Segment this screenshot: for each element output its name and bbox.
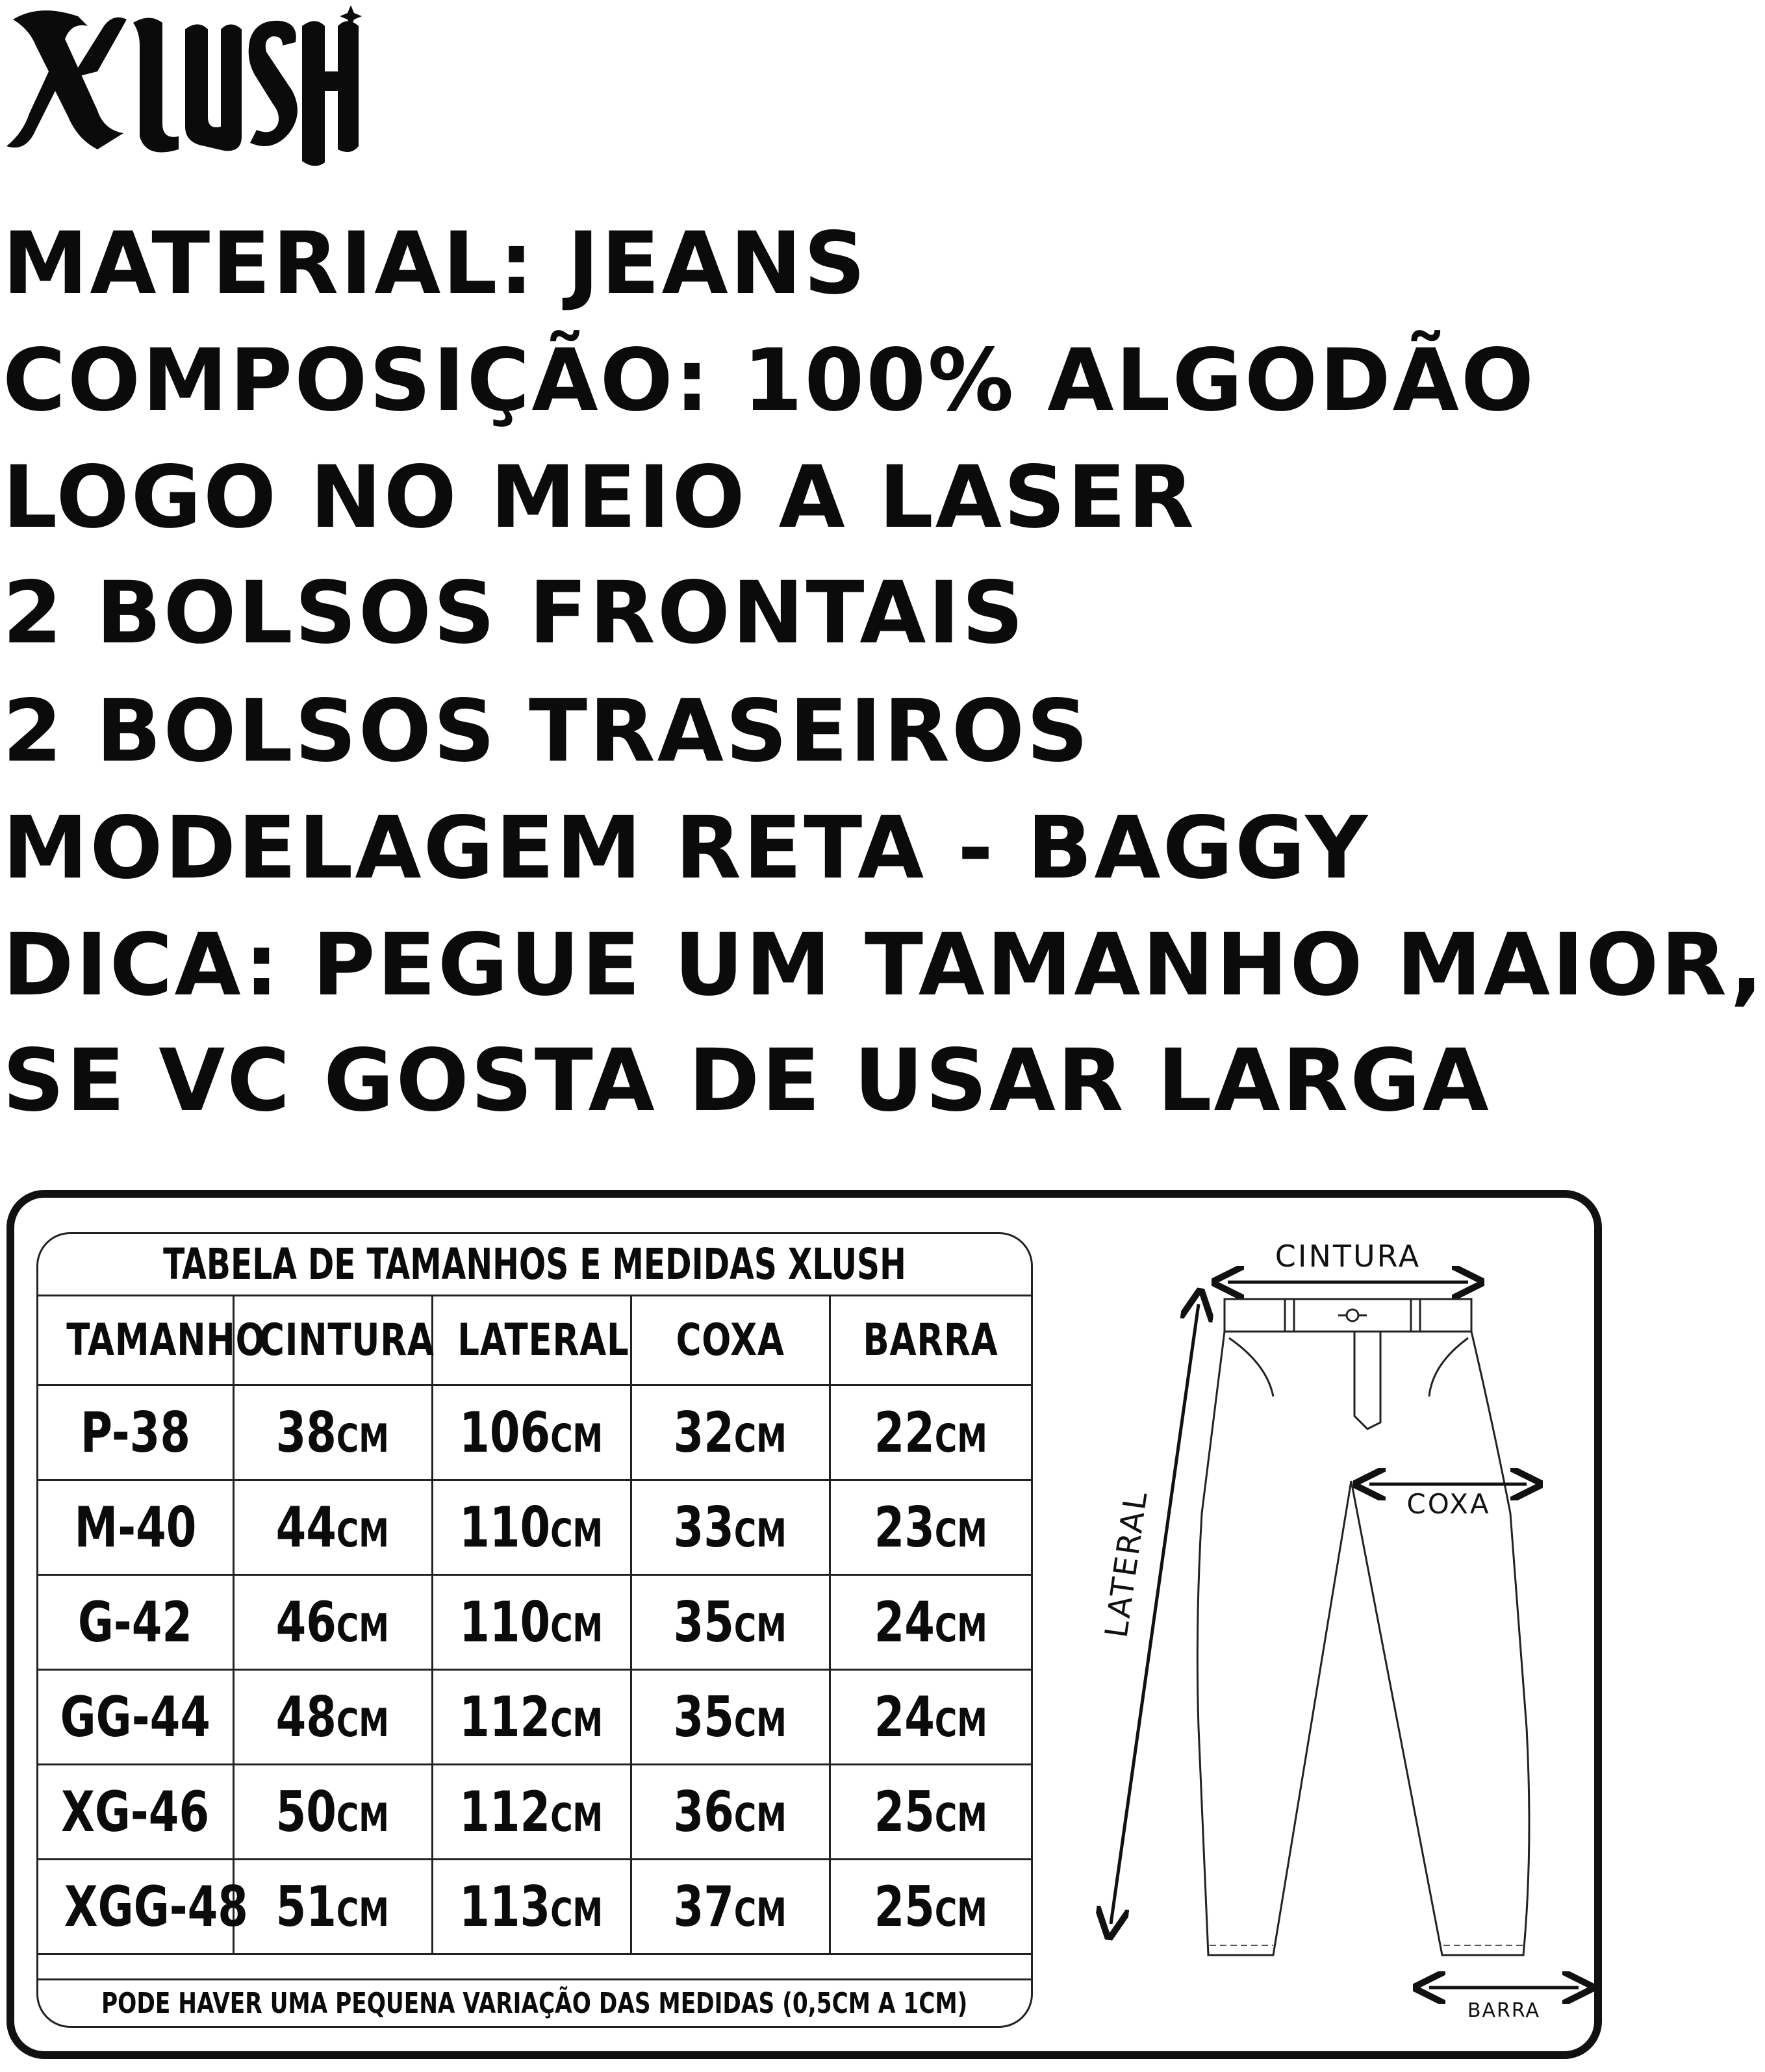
header-cintura: CINTURA <box>233 1296 432 1385</box>
spec-dica-2: SE VC GOSTA DE USAR LARGA <box>3 1031 1491 1131</box>
cell-barra: 25CM <box>830 1860 1031 1954</box>
header-barra: BARRA <box>830 1296 1031 1385</box>
cell-size: G-42 <box>38 1575 233 1670</box>
cell-barra: 23CM <box>830 1480 1031 1575</box>
cell-coxa: 33CM <box>631 1480 830 1575</box>
table-row <box>38 1860 1031 1954</box>
lateral-label: LATERAL <box>1098 1487 1155 1640</box>
cell-size: GG-44 <box>38 1670 233 1765</box>
xlush-logo <box>0 0 364 170</box>
spec-bolsos-frontais: 2 BOLSOS FRONTAIS <box>3 563 1026 663</box>
cell-lateral: 112CM <box>432 1765 631 1860</box>
table-row <box>38 1575 1031 1670</box>
size-table-grid <box>38 1295 1031 1955</box>
cell-coxa: 37CM <box>631 1860 830 1954</box>
size-table <box>36 1232 1033 2028</box>
cell-cintura: 44CM <box>233 1480 432 1575</box>
size-table-footnote: PODE HAVER UMA PEQUENA VARIAÇÃO DAS MEDIDAS (0,5CM A 1CM) <box>38 1978 1031 2026</box>
cell-size: XG-46 <box>38 1765 233 1860</box>
table-row <box>38 1480 1031 1575</box>
cell-cintura: 50CM <box>233 1765 432 1860</box>
header-tamanho: TAMANHO <box>38 1296 233 1385</box>
cell-lateral: 110CM <box>432 1480 631 1575</box>
cell-coxa: 32CM <box>631 1385 830 1480</box>
header-lateral: LATERAL <box>432 1296 631 1385</box>
cell-cintura: 38CM <box>233 1385 432 1480</box>
cell-cintura: 51CM <box>233 1860 432 1954</box>
spec-bolsos-traseiros: 2 BOLSOS TRASEIROS <box>3 681 1091 781</box>
coxa-label: COXA <box>1406 1488 1491 1520</box>
cell-size: P-38 <box>38 1385 233 1480</box>
cell-cintura: 46CM <box>233 1575 432 1670</box>
barra-label: BARRA <box>1467 1999 1541 2022</box>
cell-barra: 24CM <box>830 1575 1031 1670</box>
cell-barra: 25CM <box>830 1765 1031 1860</box>
cell-size: M-40 <box>38 1480 233 1575</box>
table-row <box>38 1765 1031 1860</box>
cell-coxa: 35CM <box>631 1575 830 1670</box>
cell-lateral: 110CM <box>432 1575 631 1670</box>
table-row <box>38 1385 1031 1480</box>
measure-arrows <box>1111 1282 1579 1988</box>
cell-barra: 24CM <box>830 1670 1031 1765</box>
size-table-title: TABELA DE TAMANHOS E MEDIDAS XLUSH <box>163 1239 906 1289</box>
table-header-row <box>38 1296 1031 1385</box>
pants-outline <box>1197 1299 1529 1955</box>
spec-dica-1: DICA: PEGUE UM TAMANHO MAIOR, <box>3 915 1765 1015</box>
cell-coxa: 35CM <box>631 1670 830 1765</box>
cintura-label: CINTURA <box>1275 1239 1421 1274</box>
spec-logo: LOGO NO MEIO A LASER <box>3 448 1196 548</box>
cell-coxa: 36CM <box>631 1765 830 1860</box>
spec-modelagem: MODELAGEM RETA - BAGGY <box>3 798 1370 898</box>
cell-lateral: 113CM <box>432 1860 631 1954</box>
spec-material: MATERIAL: JEANS <box>3 214 868 314</box>
cell-barra: 22CM <box>830 1385 1031 1480</box>
cell-lateral: 112CM <box>432 1670 631 1765</box>
spec-composicao: COMPOSIÇÃO: 100% ALGODÃO <box>3 331 1536 431</box>
cell-lateral: 106CM <box>432 1385 631 1480</box>
pants-diagram <box>1078 1234 1592 2027</box>
table-row <box>38 1670 1031 1765</box>
header-coxa: COXA <box>631 1296 830 1385</box>
cell-size: XGG-48 <box>38 1860 233 1954</box>
cell-cintura: 48CM <box>233 1670 432 1765</box>
